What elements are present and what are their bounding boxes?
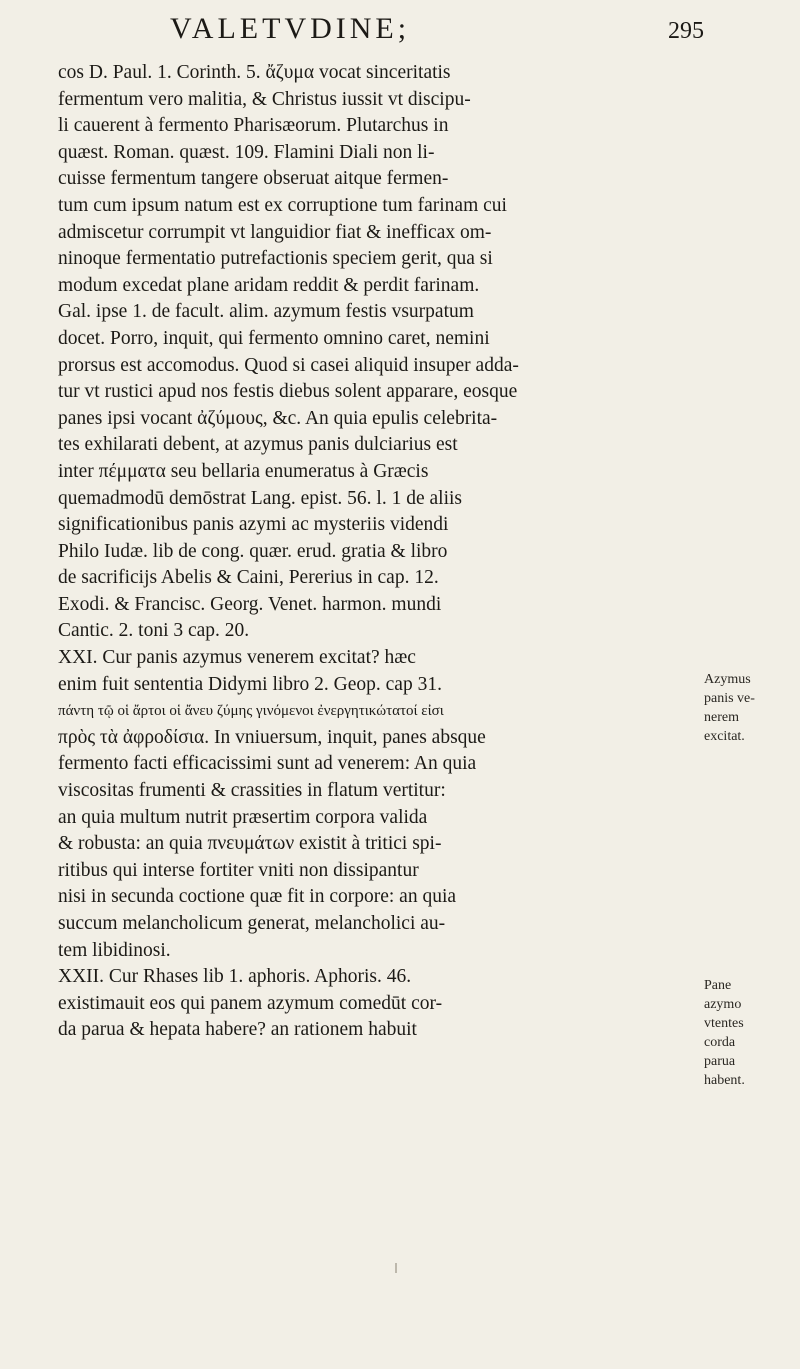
text-line: de sacrificijs Abelis & Caini, Pererius in cap. 12. [58, 567, 439, 589]
page-header [150, 8, 710, 58]
margin-note-line: vtentes [704, 1016, 744, 1031]
text-line: docet. Porro, inquit, qui fermento omnino caret, nemini [58, 327, 490, 349]
text-line: tes exhilarati debent, at azymus panis dulciarius est [58, 434, 458, 456]
text-line: existimauit eos qui panem azymum comedūt cor- [58, 992, 443, 1014]
text-line: Cantic. 2. toni 3 cap. 20. [58, 620, 250, 642]
margin-note-line: parua [704, 1054, 736, 1069]
text-line: viscositas frumenti & crassities in flatum vertitur: [58, 780, 446, 802]
text-line: succum melancholicum generat, melancholici au- [58, 913, 446, 934]
margin-note-line: panis ve- [704, 691, 755, 706]
margin-note-line: habent. [704, 1073, 745, 1088]
text-line: tur vt rustici apud nos festis diebus solent apparare, eosque [58, 381, 518, 403]
text-line: modum excedat plane aridam reddit & perdit farinam. [58, 274, 480, 296]
text-line: ritibus qui interse fortiter vniti non dissipantur [58, 859, 419, 881]
text-line: Philo Iudæ. lib de cong. quær. erud. gratia & libro [58, 540, 448, 562]
margin-note-line: azymo [704, 997, 742, 1012]
margin-note-line: excitat. [704, 729, 745, 744]
text-line: da parua & hepata habere? an rationem habuit [58, 1019, 417, 1041]
margin-note-line: Azymus [704, 672, 751, 687]
text-line: nisi in secunda coctione quæ fit in corpore: an quia [58, 886, 457, 908]
text-line: cuisse fermentum tangere obseruat aitque fermen- [58, 168, 449, 190]
margin-note-azymus [704, 670, 755, 746]
text-line: tum cum ipsum natum est ex corruptione tum farinam cui [58, 194, 507, 216]
margin-note-pane-azymo [704, 976, 745, 1090]
main-text [58, 60, 688, 1044]
text-line: fermento facti efficacissimi sunt ad venerem: An quia [58, 753, 477, 775]
page-blemish [395, 1263, 397, 1273]
text-line: prorsus est accomodus. Quod si casei aliquid insuper adda- [58, 354, 519, 376]
text-line: panes ipsi vocant ἀζύμους, &c. An quia epulis celebrita- [58, 407, 498, 429]
text-line: quemadmodū demōstrat Lang. epist. 56. l. 1 de aliis [58, 487, 463, 509]
text-line: πρὸς τὰ ἀφροδίσια. In vniuersum, inquit, panes absque [58, 726, 486, 748]
text-line: fermentum vero malitia, & Christus iussit vt discipu- [58, 88, 471, 110]
text-line: significationibus panis azymi ac mysteriis videndi [58, 514, 449, 536]
text-line: Gal. ipse 1. de facult. alim. azymum festis vsurpatum [58, 301, 474, 323]
text-line: admiscetur corrumpit vt languidior fiat & inefficax om- [58, 221, 492, 243]
greek-quote-line: πάντη τῷ οἱ ἄρτοι οἱ ἄνευ ζύμης γινόμενοι ἐνεργητικώτατοί εἰσι [58, 703, 444, 720]
text-line: ninoque fermentatio putrefactionis speciem gerit, qua si [58, 248, 493, 270]
text-line: tem libidinosi. [58, 939, 171, 961]
section-heading-line: XXI. Cur panis azymus venerem excitat? hæc [58, 647, 416, 669]
margin-note-line: corda [704, 1035, 736, 1050]
margin-note-line: nerem [704, 710, 739, 725]
text-line: & robusta: an quia πνευμάτων existit à tritici spi- [58, 833, 442, 855]
text-line: Exodi. & Francisc. Georg. Venet. harmon. mundi [58, 593, 442, 615]
margin-note-line: Pane [704, 978, 732, 993]
text-line: li cauerent à fermento Pharisæorum. Plutarchus in [58, 115, 449, 137]
text-line: quæst. Roman. quæst. 109. Flamini Diali non li- [58, 141, 435, 163]
text-line: enim fuit sententia Didymi libro 2. Geop. cap 31. [58, 673, 442, 695]
text-line: cos D. Paul. 1. Corinth. 5. ἄζυμα vocat sinceritatis [58, 62, 451, 83]
section-heading-line: XXII. Cur Rhases lib 1. aphoris. Aphoris. 46. [58, 966, 412, 988]
page-number: 295 [668, 18, 704, 44]
text-line: inter πέμματα seu bellaria enumeratus à Græcis [58, 460, 429, 482]
running-title: VALETVDINE; [170, 12, 411, 45]
text-line: an quia multum nutrit præsertim corpora valida [58, 806, 428, 828]
